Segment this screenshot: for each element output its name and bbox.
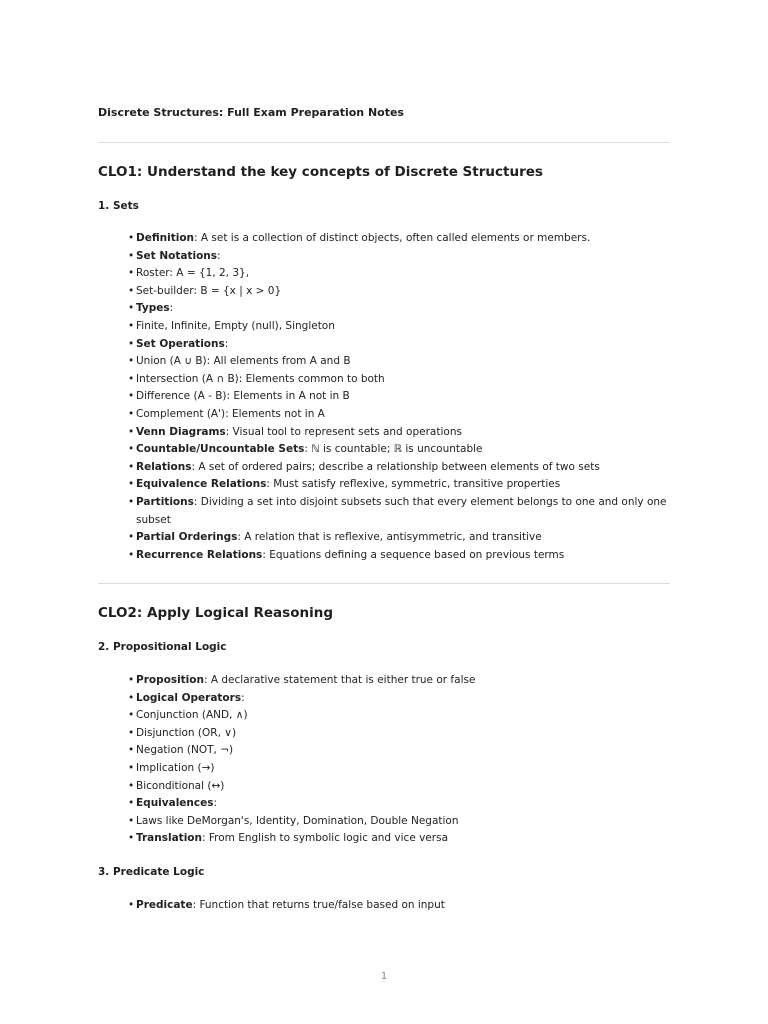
list-item-term: Set Operations bbox=[136, 337, 225, 350]
list-item bbox=[128, 690, 673, 708]
list-item bbox=[128, 459, 673, 477]
list-item bbox=[128, 248, 673, 266]
list-item-term: Types bbox=[136, 302, 170, 315]
divider bbox=[98, 583, 670, 584]
list-item bbox=[128, 230, 673, 248]
list-item-text: Laws like DeMorgan's, Identity, Domination, Double Negation bbox=[136, 814, 459, 827]
list-item-text: : bbox=[224, 337, 229, 350]
list-item-term: Equivalence Relations bbox=[136, 478, 267, 491]
list-item-term: Partial Orderings bbox=[136, 531, 238, 544]
list-item bbox=[128, 795, 673, 813]
list-item bbox=[128, 707, 673, 725]
predicate-logic-heading: 3. Predicate Logic bbox=[98, 866, 205, 878]
list-item-text: Negation (NOT, ¬) bbox=[136, 744, 234, 757]
list-item bbox=[128, 760, 673, 778]
list-item-text: Conjunction (AND, ∧) bbox=[136, 709, 248, 722]
list-item-term: Countable/Uncountable Sets bbox=[136, 443, 305, 456]
list-item-text: : bbox=[217, 249, 221, 262]
list-item-text: Complement (A'): Elements not in A bbox=[136, 407, 325, 420]
list-item-text: : Dividing a set into disjoint subsets such that every element belongs to one and only one subset bbox=[136, 495, 667, 526]
list-item bbox=[128, 476, 673, 494]
list-item bbox=[128, 441, 673, 459]
list-item-text: Disjunction (OR, ∨) bbox=[136, 726, 237, 739]
document-title: Discrete Structures: Full Exam Preparation Notes bbox=[98, 106, 404, 119]
list-item bbox=[128, 529, 673, 547]
list-item bbox=[128, 318, 673, 336]
list-item-text: Finite, Infinite, Empty (null), Singleton bbox=[136, 319, 335, 332]
list-item bbox=[128, 424, 673, 442]
list-item-term: Proposition bbox=[136, 674, 204, 686]
list-item-text: : A set is a collection of distinct objects, often called elements or members. bbox=[194, 232, 591, 244]
list-item-term: Set Notations bbox=[136, 249, 218, 262]
list-item-term: Definition bbox=[136, 232, 195, 244]
list-item bbox=[128, 336, 673, 354]
list-item-text: : ℕ is countable; ℝ is uncountable bbox=[304, 443, 483, 456]
predicate-logic-list bbox=[128, 897, 673, 915]
list-item bbox=[128, 371, 673, 389]
list-item-text: Roster: A = {1, 2, 3}, bbox=[136, 267, 250, 280]
list-item bbox=[128, 388, 673, 406]
list-item-term: Partitions bbox=[136, 495, 194, 508]
list-item-term: Relations bbox=[136, 460, 192, 473]
list-item bbox=[128, 353, 673, 371]
list-item-text: Intersection (A ∩ B): Elements common to both bbox=[136, 372, 385, 385]
list-item bbox=[128, 283, 673, 301]
list-item bbox=[128, 897, 673, 915]
list-item-text: : bbox=[241, 691, 245, 704]
list-item-text: Set-builder: B = {x | x > 0} bbox=[136, 284, 282, 297]
list-item bbox=[128, 494, 673, 529]
list-item bbox=[128, 406, 673, 424]
list-item-term: Predicate bbox=[136, 899, 193, 911]
list-item-text: Union (A ∪ B): All elements from A and B bbox=[136, 355, 351, 368]
list-item-text: : A set of ordered pairs; describe a relationship between elements of two sets bbox=[191, 460, 600, 473]
sets-list bbox=[128, 230, 673, 564]
list-item-term: Equivalences bbox=[136, 797, 214, 810]
propositional-logic-list bbox=[128, 672, 673, 848]
page-number: 1 bbox=[380, 971, 388, 982]
list-item-term: Logical Operators bbox=[136, 691, 242, 704]
clo1-heading: CLO1: Understand the key concepts of Discrete Structures bbox=[98, 164, 543, 180]
list-item-text: : Must satisfy reflexive, symmetric, transitive properties bbox=[266, 478, 561, 491]
list-item-term: Recurrence Relations bbox=[136, 548, 263, 561]
list-item bbox=[128, 742, 673, 760]
list-item bbox=[128, 830, 673, 848]
list-item bbox=[128, 672, 673, 690]
divider bbox=[98, 142, 670, 143]
list-item bbox=[128, 547, 673, 565]
list-item-text: : Function that returns true/false based on input bbox=[192, 899, 445, 911]
sets-heading: 1. Sets bbox=[98, 200, 139, 212]
list-item-text: : bbox=[169, 302, 174, 315]
list-item bbox=[128, 725, 673, 743]
clo2-heading: CLO2: Apply Logical Reasoning bbox=[98, 605, 333, 621]
list-item bbox=[128, 813, 673, 831]
list-item-text: Biconditional (↔) bbox=[136, 779, 225, 792]
list-item-text: : A relation that is reflexive, antisymmetric, and transitive bbox=[237, 531, 542, 544]
list-item bbox=[128, 300, 673, 318]
list-item bbox=[128, 778, 673, 796]
list-item-text: Difference (A - B): Elements in A not in B bbox=[136, 390, 350, 403]
list-item-text: : Equations defining a sequence based on previous terms bbox=[262, 548, 565, 561]
list-item-text: : bbox=[213, 797, 218, 810]
list-item-term: Venn Diagrams bbox=[136, 425, 226, 438]
list-item-term: Translation bbox=[136, 832, 202, 845]
list-item-text: Implication (→) bbox=[136, 761, 215, 774]
propositional-logic-heading: 2. Propositional Logic bbox=[98, 641, 227, 653]
list-item-text: : A declarative statement that is either true or false bbox=[203, 674, 476, 686]
list-item-text: : Visual tool to represent sets and operations bbox=[225, 425, 462, 438]
list-item-text: : From English to symbolic logic and vice versa bbox=[202, 832, 449, 845]
list-item bbox=[128, 265, 673, 283]
